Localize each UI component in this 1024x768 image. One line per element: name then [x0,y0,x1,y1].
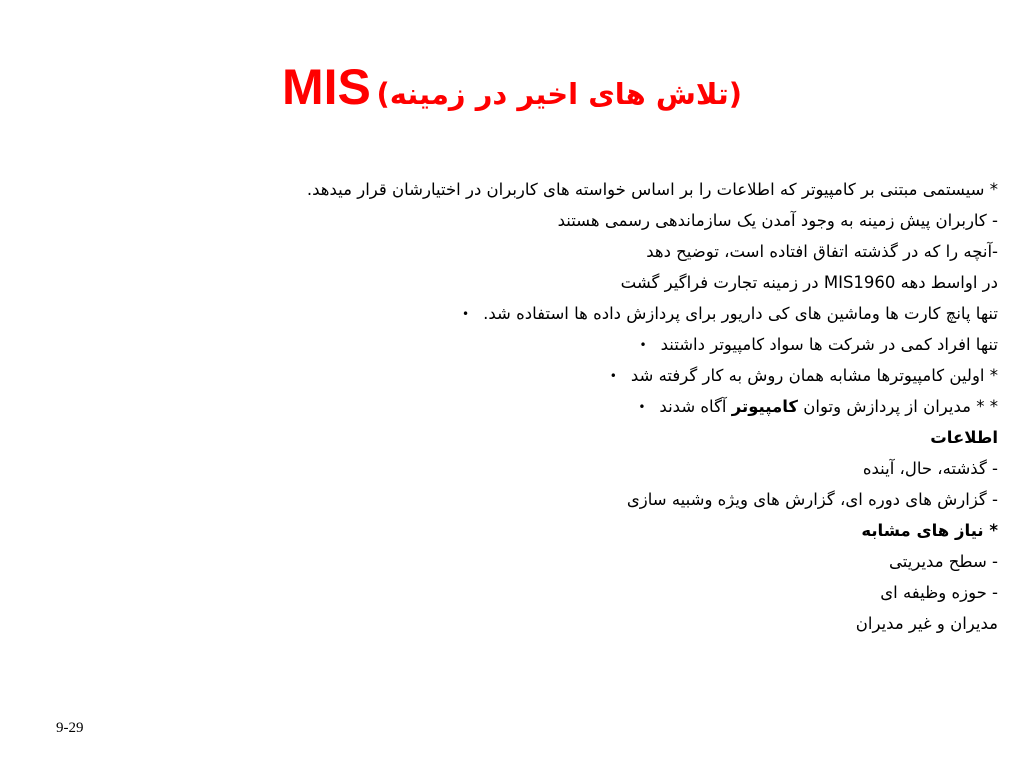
line-text: - سطح مدیریتی [889,552,998,571]
bulleted-line [98,329,998,360]
text-line [98,608,998,639]
slide-title-english: MIS [281,59,371,115]
line-text: در اواسط دهه MIS1960 در زمینه تجارت فراگیر گشت [620,273,998,292]
bullet-icon: • [639,338,647,352]
line-text: - حوزه وظیفه ای [880,583,998,602]
line-text: - کاربران پیش زمینه به وجود آمدن یک سازماندهی رسمی هستند [557,211,998,230]
slide-body [98,174,998,639]
bullet-icon: • [609,369,617,383]
line-text: مدیران و غیر مدیران [855,614,998,633]
line-text-bold: کامپیوتر [731,397,799,416]
bulleted-line [98,391,998,422]
line-text-end: آگاه شدند [659,397,732,416]
line-text: - گزارش های دوره ای، گزارش های ویژه وشبیه سازی [626,490,998,509]
text-line [98,577,998,608]
bullet-icon: • [638,400,646,414]
bullet-icon: • [462,307,470,321]
line-text-start: * * مدیران از پردازش وتوان [798,397,998,416]
line-text: -آنچه را که در گذشته اتفاق افتاده است، توضیح دهد [646,242,998,261]
line-text: تنها افراد کمی در شرکت ها سواد کامپیوتر داشتند [660,335,998,354]
text-line [98,267,998,298]
line-text: - گذشته، حال، آینده [862,459,998,478]
section-heading: اطلاعات [930,428,998,447]
section-heading: * نیاز های مشابه [861,521,998,540]
text-line [98,484,998,515]
bulleted-line [98,298,998,329]
heading-line [98,422,998,453]
page-number: 9-29 [56,720,84,736]
text-line [98,174,998,205]
text-line [98,453,998,484]
text-line [98,205,998,236]
slide-title-persian: (تلاش های اخیر در زمینه) [376,77,743,111]
line-text: * سیستمی مبتنی بر کامپیوتر که اطلاعات را بر اساس خواسته های کاربران در اختیارشان قرار میدهد. [306,180,998,199]
line-text: * اولین کامپیوترها مشابه همان روش به کار گرفته شد [630,366,998,385]
line-text: تنها پانچ کارت ها وماشین های کی داریور برای پردازش داده ها استفاده شد. [483,304,998,323]
text-line [98,236,998,267]
slide-title [0,58,1024,116]
heading-line [98,515,998,546]
text-line [98,546,998,577]
bulleted-line [98,360,998,391]
